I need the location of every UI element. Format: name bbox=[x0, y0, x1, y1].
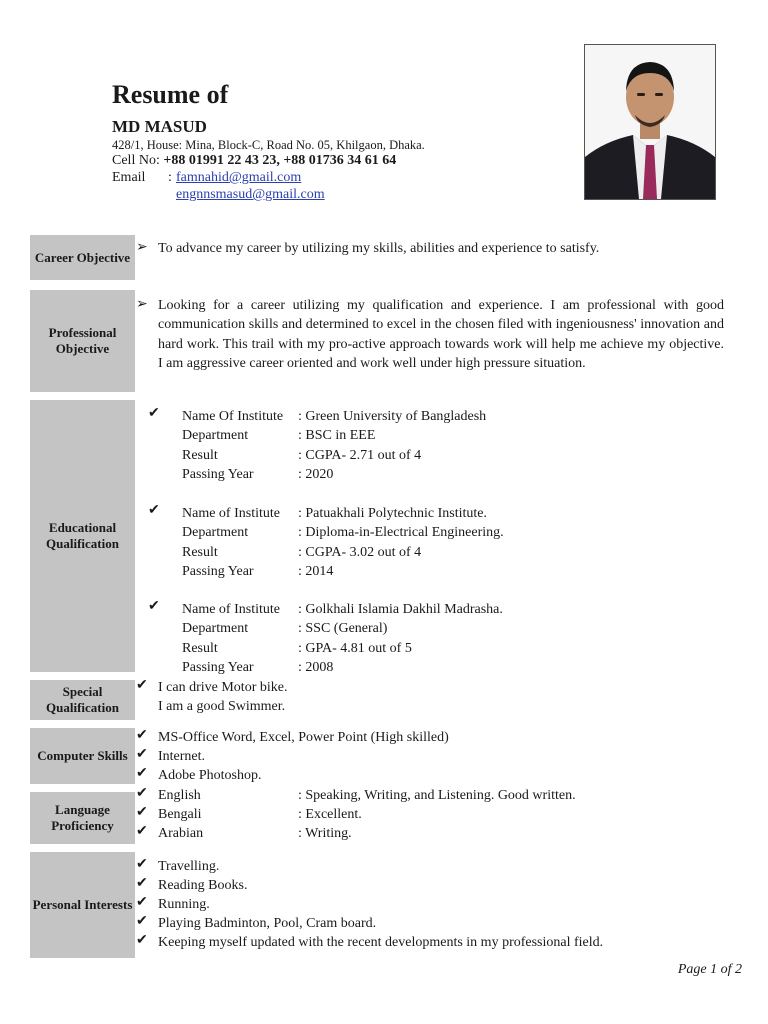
edu1-val2: : BSC in EEE bbox=[298, 428, 376, 444]
check-icon: ✔ bbox=[136, 824, 148, 839]
check-icon: ✔ bbox=[136, 766, 148, 781]
language-level-2: : Excellent. bbox=[298, 807, 362, 822]
language-level-3: : Writing. bbox=[298, 826, 352, 841]
language-level-1: : Speaking, Writing, and Listening. Good written. bbox=[298, 788, 576, 803]
edu2-key1: Name of Institute bbox=[182, 506, 280, 521]
edu1-val3: : CGPA- 2.71 out of 4 bbox=[298, 447, 422, 463]
check-icon: ✔ bbox=[136, 857, 148, 872]
email-link-1[interactable]: famnahid@gmail.com bbox=[176, 170, 302, 185]
arrow-bullet-icon: ➢ bbox=[136, 297, 148, 312]
computer-item-1: MS-Office Word, Excel, Power Point (High skilled) bbox=[158, 730, 449, 745]
edu3-val3: : GPA- 4.81 out of 5 bbox=[298, 640, 412, 656]
edu2-val2: : Diploma-in-Electrical Engineering. bbox=[298, 525, 504, 541]
candidate-name: MD MASUD bbox=[112, 117, 207, 136]
interest-item-5: Keeping myself updated with the recent developments in my professional field. bbox=[158, 935, 604, 950]
edu3-key2: Department bbox=[182, 621, 249, 637]
interest-item-4: Playing Badminton, Pool, Cram board. bbox=[158, 916, 377, 931]
check-icon: ✔ bbox=[136, 747, 148, 762]
special-item-2: I am a good Swimmer. bbox=[158, 699, 286, 714]
language-name-3: Arabian bbox=[158, 826, 204, 841]
edu3-val4: : 2008 bbox=[298, 660, 334, 676]
edu1-key4: Passing Year bbox=[182, 467, 254, 483]
career-objective-text: To advance my career by utilizing my skills, abilities and experience to satisfy. bbox=[158, 241, 600, 256]
email-label: Email bbox=[112, 170, 146, 185]
interest-item-3: Running. bbox=[158, 897, 210, 912]
edu2-val4: : 2014 bbox=[298, 564, 334, 580]
check-icon: ✔ bbox=[136, 728, 148, 743]
check-icon: ✔ bbox=[148, 503, 160, 518]
edu3-val2: : SSC (General) bbox=[298, 621, 388, 637]
edu2-val1: : Patuakhali Polytechnic Institute. bbox=[298, 506, 487, 521]
cell-label: Cell No: bbox=[112, 153, 164, 168]
cell-line bbox=[112, 153, 396, 169]
edu3-val1: : Golkhali Islamia Dakhil Madrasha. bbox=[298, 602, 503, 617]
check-icon: ✔ bbox=[148, 599, 160, 614]
resume-title: Resume of bbox=[112, 80, 229, 109]
check-icon: ✔ bbox=[136, 786, 148, 801]
check-icon: ✔ bbox=[136, 678, 148, 693]
edu3-key4: Passing Year bbox=[182, 660, 254, 676]
edu2-key3: Result bbox=[182, 544, 218, 560]
email-label-line bbox=[112, 170, 172, 186]
check-icon: ✔ bbox=[148, 406, 160, 421]
edu1-val1: : Green University of Bangladesh bbox=[298, 409, 487, 424]
email-link-2[interactable]: engnnsmasud@gmail.com bbox=[176, 187, 325, 202]
edu1-val4: : 2020 bbox=[298, 467, 334, 483]
edu2-val3: : CGPA- 3.02 out of 4 bbox=[298, 544, 422, 560]
special-qualification-label: Special Qualification bbox=[30, 680, 135, 720]
cell-numbers: +88 01991 22 43 23, +88 01736 34 61 64 bbox=[163, 153, 397, 168]
profile-photo bbox=[584, 44, 716, 200]
language-proficiency-label: Language Proficiency bbox=[30, 792, 135, 844]
special-item-1: I can drive Motor bike. bbox=[158, 680, 288, 695]
check-icon: ✔ bbox=[136, 876, 148, 891]
email-sep: : bbox=[168, 170, 172, 185]
edu2-key4: Passing Year bbox=[182, 564, 254, 580]
computer-item-3: Adobe Photoshop. bbox=[158, 768, 262, 783]
check-icon: ✔ bbox=[136, 895, 148, 910]
educational-qualification-label: Educational Qualification bbox=[30, 400, 135, 672]
check-icon: ✔ bbox=[136, 914, 148, 929]
interest-item-2: Reading Books. bbox=[158, 878, 248, 893]
check-icon: ✔ bbox=[136, 933, 148, 948]
language-name-2: Bengali bbox=[158, 807, 202, 822]
personal-interests-label: Personal Interests bbox=[30, 852, 135, 958]
career-objective-label: Career Objective bbox=[30, 235, 135, 280]
edu1-key3: Result bbox=[182, 447, 218, 463]
professional-objective-text: Looking for a career utilizing my qualification and experience. I am professional with good communication skills and determined to excel in the chosen filed with ingeniousness' innovation and hard work. This trail with my pro-active approach towards work will help me achieve my objective. I am aggressive career oriented and work well under high pressure situation. bbox=[158, 298, 724, 372]
edu1-key2: Department bbox=[182, 428, 249, 444]
address: 428/1, House: Mina, Block-C, Road No. 05, Khilgaon, Dhaka. bbox=[112, 138, 425, 152]
computer-skills-label: Computer Skills bbox=[30, 728, 135, 784]
language-name-1: English bbox=[158, 788, 201, 803]
edu1-key1: Name Of Institute bbox=[182, 409, 284, 424]
edu3-key3: Result bbox=[182, 640, 218, 656]
arrow-bullet-icon: ➢ bbox=[136, 240, 148, 255]
page-number: Page 1 of 2 bbox=[677, 962, 742, 977]
interest-item-1: Travelling. bbox=[158, 859, 220, 874]
computer-item-2: Internet. bbox=[158, 749, 206, 764]
professional-objective-label: Professional Objective bbox=[30, 290, 135, 392]
edu2-key2: Department bbox=[182, 525, 249, 541]
edu3-key1: Name of Institute bbox=[182, 602, 280, 617]
check-icon: ✔ bbox=[136, 805, 148, 820]
